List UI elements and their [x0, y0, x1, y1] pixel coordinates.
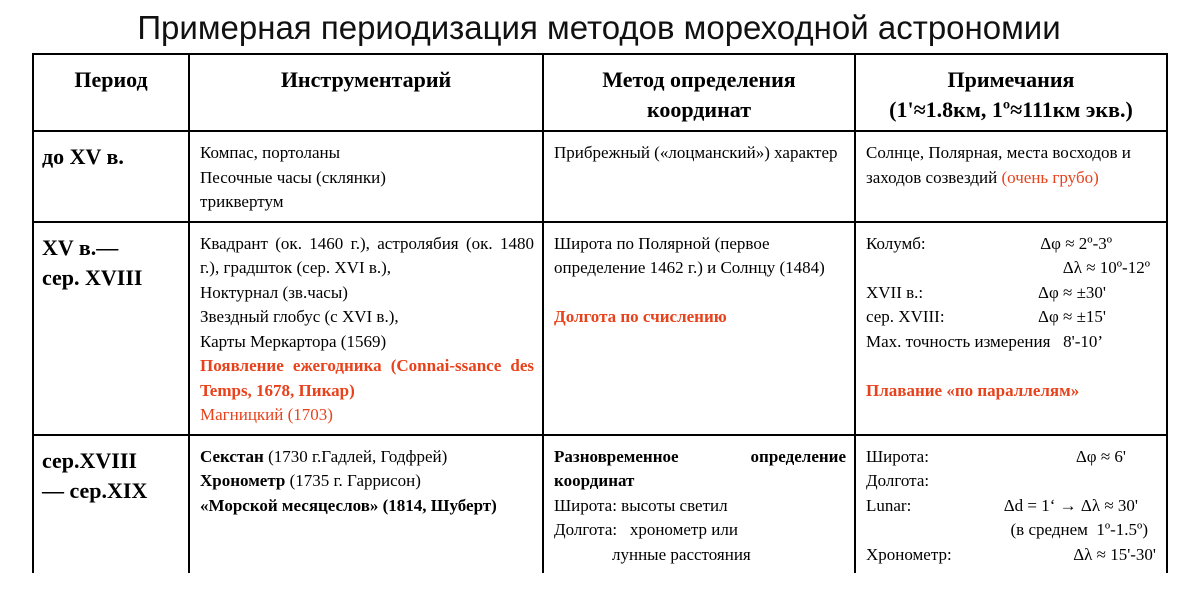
- row3-method-latitude: Широта: высоты светил: [554, 495, 728, 515]
- row3-sextant-name: Секстан: [200, 446, 264, 466]
- table-row: [33, 435, 1167, 574]
- row3-notes-chronometer-value: Δλ ≈ 15'-30': [1073, 544, 1156, 564]
- row3-method-title: Разновременное определение координат: [554, 446, 846, 490]
- row2-instruments-line: Ноктурнал (зв.часы): [200, 282, 348, 302]
- row1-instrument-item: Песочные часы (склянки): [200, 167, 386, 187]
- header-instruments-label: Инструментарий: [280, 67, 452, 92]
- row3-period-line2: — сер.XIX: [42, 477, 148, 503]
- row3-notes-lunar: Lunar:: [866, 495, 912, 515]
- row3-method-longitude-alt: лунные расстояния: [612, 544, 751, 564]
- row2-almanac-note: Появление ежегодника (Connai-ssance des Temps, 1678, Пикар): [200, 356, 534, 400]
- periodization-table: [32, 53, 1168, 573]
- row2-notes-columbus-phi: Δφ ≈ 2º-3º: [1040, 233, 1112, 253]
- row3-notes-latitude-value: Δφ ≈ 6': [1075, 446, 1126, 466]
- row1-instrument-item: триквертум: [200, 192, 284, 211]
- row3-almanac: «Морской месяцеслов» (1814, Шуберт): [200, 495, 497, 515]
- row2-notes-xviii: сер. XVIII:: [866, 307, 945, 326]
- header-method: [543, 54, 855, 131]
- table-row: [33, 222, 1167, 435]
- header-method-line2: координат: [646, 97, 752, 122]
- row3-notes: [856, 436, 1166, 574]
- header-method-line1: Метод определения: [602, 67, 796, 92]
- row2-period-line2: сер. XVIII: [42, 264, 143, 290]
- row3-notes-lunar-value: Δd = 1‘ → Δλ ≈ 30': [1003, 495, 1138, 515]
- row2-period-line1: XV в.—: [42, 234, 119, 260]
- row2-notes: [856, 223, 1166, 410]
- row1-instrument-item: Компас, портоланы: [200, 143, 341, 162]
- row2-notes-columbus: Колумб:: [866, 233, 926, 253]
- row2-notes-red: Плавание «по параллелям»: [866, 380, 1080, 400]
- header-period: [33, 54, 189, 131]
- row2-notes-max: Max. точность измерения 8'-10’: [866, 331, 1104, 351]
- row1-notes-text: Солнце, Полярная, места восходов и заходов созвездий: [866, 143, 1131, 187]
- row2-notes-xvii-phi: Δφ ≈ ±30': [1038, 282, 1106, 302]
- header-notes-line1: Примечания: [947, 67, 1075, 92]
- row1-instruments: [190, 132, 542, 221]
- row3-chronometer-details: (1735 г. Гаррисон): [285, 471, 421, 490]
- row3-sextant-details: (1730 г.Гадлей, Годфрей): [263, 446, 448, 466]
- row2-magnitsky-note: Магницкий (1703): [200, 405, 333, 424]
- row3-method: [544, 436, 854, 574]
- header-period-label: Период: [74, 67, 148, 92]
- row2-instruments-line: Карты Меркартора (1569): [200, 331, 387, 351]
- row2-instruments: [190, 223, 542, 434]
- row2-notes-xvii: XVII в.:: [866, 282, 924, 302]
- row3-notes-longitude: Долгота:: [866, 471, 930, 490]
- header-notes-line2: (1'≈1.8км, 1º≈111км экв.): [889, 97, 1133, 122]
- row3-period-line1: сер.XVIII: [42, 447, 137, 473]
- header-row: [33, 54, 1167, 131]
- row3-instruments: [190, 436, 542, 525]
- row3-chronometer-name: Хронометр: [200, 471, 286, 490]
- row3-period: [34, 436, 188, 516]
- row1-method: Прибрежный («лоцманский») характер: [554, 143, 838, 162]
- row2-method-red: Долгота по счислению: [554, 307, 727, 326]
- row3-notes-latitude: Широта:: [866, 446, 929, 466]
- row1-notes-red: (очень грубо): [1001, 167, 1099, 187]
- header-notes: [855, 54, 1167, 131]
- page-title: Примерная периодизация методов мореходной астрономии: [137, 9, 1061, 46]
- row2-notes-columbus-lambda: Δλ ≈ 10º-12º: [1062, 258, 1150, 277]
- row2-notes-xviii-phi: Δφ ≈ ±15': [1038, 307, 1106, 326]
- table-row: [33, 131, 1167, 222]
- row2-method: [544, 223, 854, 336]
- row3-notes-chronometer: Хронометр:: [866, 544, 952, 564]
- row3-method-longitude: Долгота: хронометр или: [554, 520, 738, 539]
- row2-instruments-line: Квадрант (ок. 1460 г.), астролябия (ок. 1480 г.), градшток (сер. XVI в.),: [200, 233, 534, 277]
- row1-notes: [856, 132, 1166, 196]
- row2-instruments-line: Звездный глобус (с XVI в.),: [200, 307, 399, 326]
- row2-period: [34, 223, 188, 303]
- row3-notes-average: (в среднем 1º-1.5º): [1010, 520, 1148, 539]
- row1-period: до XV в.: [42, 144, 124, 169]
- row2-method-text: Широта по Полярной (первое определение 1462 г.) и Солнцу (1484): [554, 233, 825, 277]
- header-instruments: [189, 54, 543, 131]
